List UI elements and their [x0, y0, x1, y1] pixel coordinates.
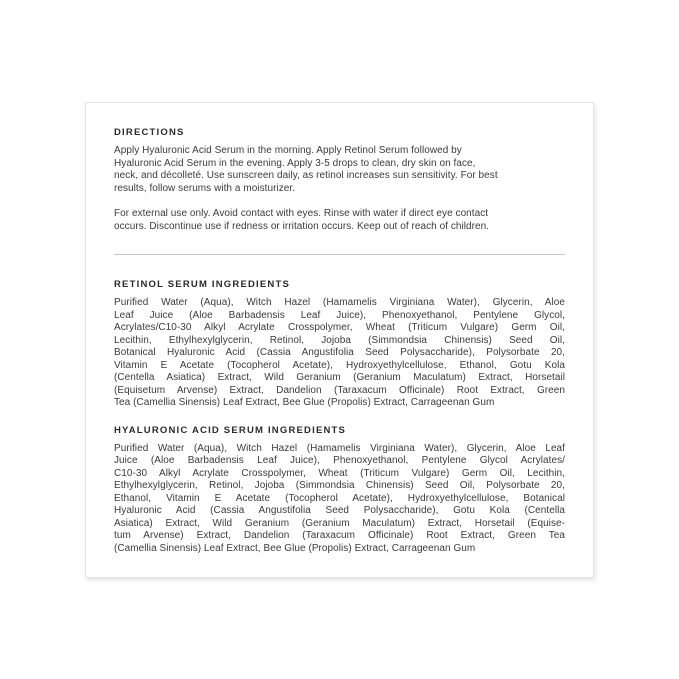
text-line: neck, and décolleté. Use sunscreen daily, as retinol increases sun sensitivity. For best: [114, 170, 498, 181]
text-line: Vitamin E Acetate (Tocopherol Acetate), Hydroxyethylcellulose, Ethanol, Gotu Kola: [114, 359, 565, 371]
section-hyaluronic-ingredients: [114, 425, 565, 556]
text-line: Juice (Aloe Barbadensis Leaf Juice), Phenoxyethanol, Pentylene Glycol Acrylates/: [114, 455, 565, 466]
directions-usage-paragraph: [114, 145, 565, 195]
text-line: Tea (Camellia Sinensis) Leaf Extract, Bee Glue (Propolis) Extract, Carrageenan Gum: [114, 397, 495, 408]
retinol-ingredients-paragraph: [114, 297, 565, 410]
directions-warning-paragraph: [114, 208, 565, 233]
text-line: Apply Hyaluronic Acid Serum in the morning. Apply Retinol Serum followed by: [114, 145, 462, 156]
section-retinol-ingredients: [114, 279, 565, 410]
text-line: Hyaluronic Acid (Cassia Angustifolia Seed Polysaccharide), Gotu Kola (Centella: [114, 505, 565, 516]
text-line: tum Arvense) Extract, Dandelion (Taraxacum Officinale) Root Extract, Green Tea: [114, 530, 565, 541]
text-line: Asiatica) Extract, Wild Geranium (Geranium Maculatum) Extract, Horsetail (Equise-: [114, 517, 565, 529]
text-line: (Centella Asiatica) Extract, Wild Geranium (Geranium Maculatum) Extract, Horsetail: [114, 372, 565, 383]
text-line: Hyaluronic Acid Serum in the evening. Apply 3-5 drops to clean, dry skin on face,: [114, 157, 476, 169]
text-line: For external use only. Avoid contact with eyes. Rinse with water if direct eye contact: [114, 208, 489, 219]
retinol-ingredients-heading: RETINOL SERUM INGREDIENTS: [114, 279, 291, 290]
text-line: Acrylates/C10-30 Alkyl Acrylate Crosspolymer, Wheat (Triticum Vulgare) Germ Oil,: [114, 322, 565, 333]
section-directions: [114, 127, 565, 233]
product-label-card: [85, 102, 594, 578]
text-line: Ethylhexylglycerin, Retinol, Jojoba (Simmondsia Chinensis) Seed Oil, Polysorbate 20,: [114, 480, 565, 491]
text-line: Purified Water (Aqua), Witch Hazel (Hamamelis Virginiana Water), Glycerin, Aloe Leaf: [114, 442, 565, 454]
section-divider: [114, 254, 565, 255]
text-line: results, follow serums with a moisturizer.: [114, 182, 296, 194]
text-line: Ethanol, Vitamin E Acetate (Tocopherol Acetate), Hydroxyethylcellulose, Botanical: [114, 492, 565, 504]
text-line: (Camellia Sinensis) Leaf Extract, Bee Glue (Propolis) Extract, Carrageenan Gum: [114, 542, 476, 554]
text-line: Leaf Juice (Aloe Barbadensis Leaf Juice), Phenoxyethanol, Pentylene Glycol,: [114, 309, 565, 321]
text-line: Lecithin, Ethylhexylglycerin, Retinol, Jojoba (Simmondsia Chinensis) Seed Oil,: [114, 334, 565, 346]
hyaluronic-ingredients-heading: HYALURONIC ACID SERUM INGREDIENTS: [114, 424, 347, 436]
directions-heading: DIRECTIONS: [114, 127, 185, 138]
text-line: Purified Water (Aqua), Witch Hazel (Hamamelis Virginiana Water), Glycerin, Aloe: [114, 297, 565, 308]
hyaluronic-ingredients-paragraph: [114, 443, 565, 556]
text-line: Botanical Hyaluronic Acid (Cassia Angustifolia Seed Polysaccharide), Polysorbate 20,: [114, 347, 565, 358]
text-line: occurs. Discontinue use if redness or irritation occurs. Keep out of reach of children.: [114, 220, 490, 232]
text-line: C10-30 Alkyl Acrylate Crosspolymer, Wheat (Triticum Vulgare) Germ Oil, Lecithin,: [114, 467, 565, 479]
text-line: (Equisetum Arvense) Extract, Dandelion (Taraxacum Officinale) Root Extract, Green: [114, 384, 565, 396]
